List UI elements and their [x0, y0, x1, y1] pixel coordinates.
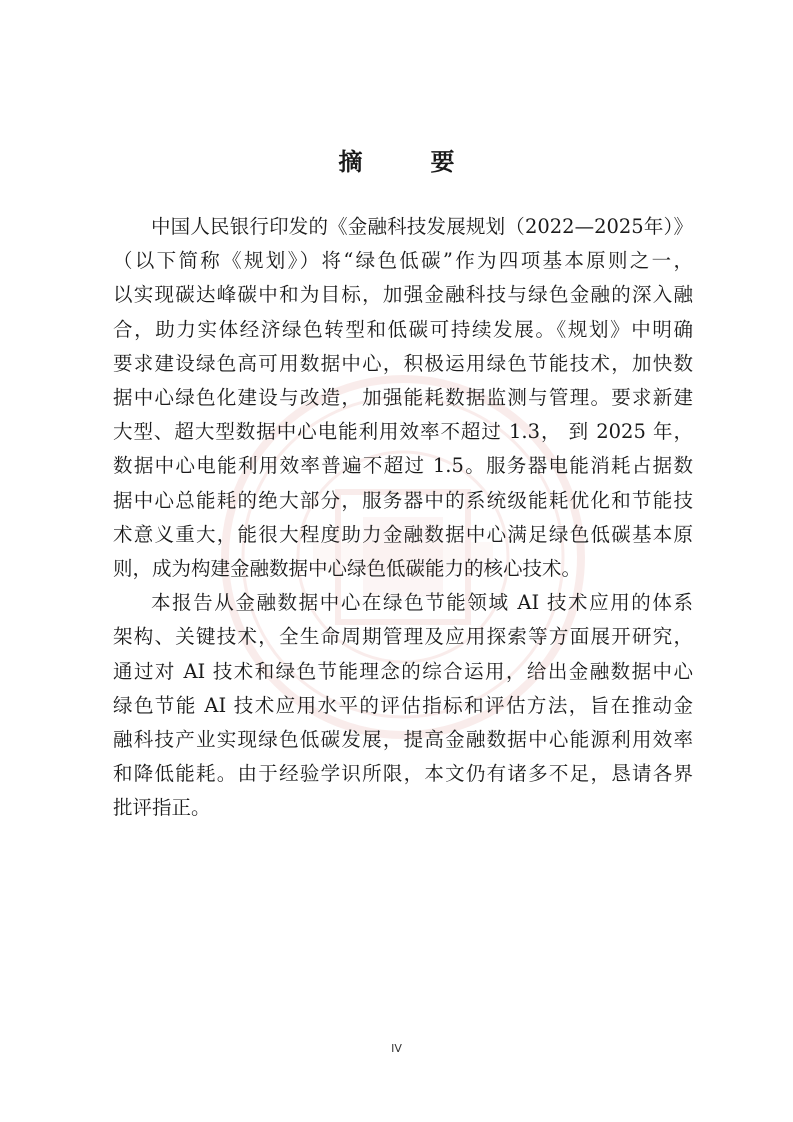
text-line: 架构、关键技术，全生命周期管理及应用探索等方面展开研究，: [113, 625, 693, 649]
text-line: 以实现碳达峰碳中和为目标，加强金融科技与绿色金融的深入融: [113, 283, 693, 307]
text-line: 要求建设绿色高可用数据中心，积极运用绿色节能技术，加快数: [113, 351, 693, 375]
text-line: 和降低能耗。由于经验学识所限，本文仍有诸多不足，恳请各界: [113, 762, 693, 786]
page-number: IV: [391, 1042, 402, 1055]
text-line: 通过对 AI 技术和绿色节能理念的综合运用，给出金融数据中心: [113, 659, 693, 683]
paragraph: [113, 210, 693, 586]
text-line: 合，助力实体经济绿色转型和低碳可持续发展。《规划》中明确: [113, 317, 693, 341]
text-line: 批评指正。: [113, 796, 211, 820]
text-line: 术意义重大，能很大程度助力金融数据中心满足绿色低碳基本原: [113, 522, 693, 546]
page-title: 摘 要: [338, 148, 477, 176]
text-line: 则，成为构建金融数据中心绿色低碳能力的核心技术。: [113, 557, 582, 581]
text-line: 绿色节能 AI 技术应用水平的评估指标和评估方法，旨在推动金: [113, 693, 693, 717]
text-line: 据中心绿色化建设与改造，加强能耗数据监测与管理。要求新建: [113, 386, 693, 410]
text-line: 本报告从金融数据中心在绿色节能领域 AI 技术应用的体系: [151, 591, 693, 615]
text-line: （以下简称《规划》）将“绿色低碳”作为四项基本原则之一，: [113, 249, 693, 273]
text-line: 大型、超大型数据中心电能利用效率不超过 1.3， 到 2025 年，: [113, 420, 693, 444]
text-line: 据中心总能耗的绝大部分，服务器中的系统级能耗优化和节能技: [113, 488, 693, 512]
paragraph: [113, 586, 693, 825]
body-text: [113, 210, 693, 826]
text-line: 中国人民银行印发的《金融科技发展规划（2022—2025年）》: [151, 215, 693, 238]
text-line: 融科技产业实现绿色低碳发展，提高金融数据中心能源利用效率: [113, 728, 693, 752]
text-line: 数据中心电能利用效率普遍不超过 1.5。服务器电能消耗占据数: [113, 454, 693, 478]
